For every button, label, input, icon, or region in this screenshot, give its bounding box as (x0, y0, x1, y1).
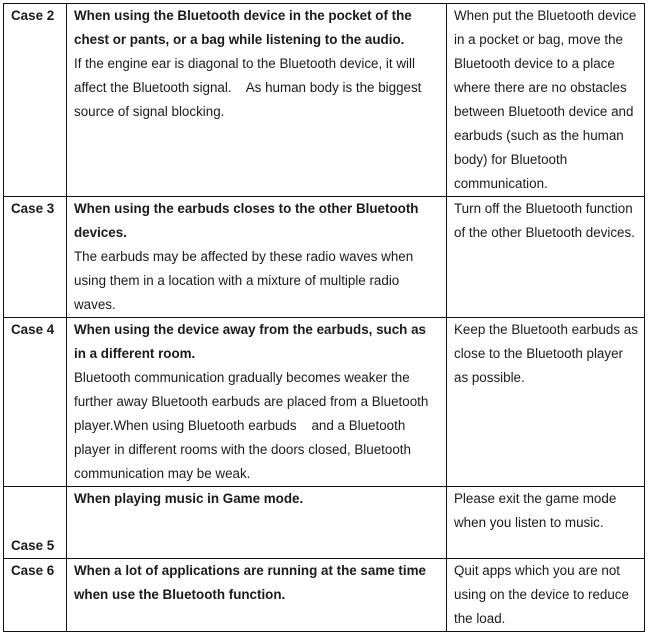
case-title: When using the device away from the earbuds, such as in a different room. (74, 322, 426, 361)
case-title: When using the Bluetooth device in the pocket of the chest or pants, or a bag while listening to the audio. (74, 8, 412, 47)
case-solution: Please exit the game mode when you listen to music. (447, 487, 645, 559)
case-solution: When put the Bluetooth device in a pocket or bag, move the Bluetooth device to a place where there are no obstacles between Bluetooth device and earbuds (such as the human body) for Bluetooth communication. (447, 4, 645, 197)
case-description (67, 4, 447, 197)
case-solution: Turn off the Bluetooth function of the other Bluetooth devices. (447, 197, 645, 318)
troubleshooting-table (3, 3, 645, 632)
table-row (4, 318, 645, 487)
case-label: Case 6 (4, 559, 67, 632)
table-row (4, 4, 645, 197)
case-label: Case 3 (4, 197, 67, 318)
case-title: When a lot of applications are running at the same time when use the Bluetooth function. (74, 563, 426, 602)
case-description (67, 318, 447, 487)
case-description (67, 197, 447, 318)
case-label: Case 4 (4, 318, 67, 487)
case-description (67, 487, 447, 559)
case-solution: Quit apps which you are not using on the device to reduce the load. (447, 559, 645, 632)
table-row (4, 487, 645, 559)
table-row (4, 559, 645, 632)
case-body: The earbuds may be affected by these radio waves when using them in a location with a mixture of multiple radio waves. (74, 249, 417, 312)
case-body: Bluetooth communication gradually becomes weaker the further away Bluetooth earbuds are placed from a Bluetooth player.When using Bluetooth earbuds and a Bluetooth player in different rooms with the doors closed, Bluetooth communication may be weak. (74, 370, 433, 481)
case-solution: Keep the Bluetooth earbuds as close to the Bluetooth player as possible. (447, 318, 645, 487)
case-description (67, 559, 447, 632)
case-label: Case 5 (4, 487, 67, 559)
case-title: When playing music in Game mode. (74, 491, 304, 506)
case-label: Case 2 (4, 4, 67, 197)
case-body: If the engine ear is diagonal to the Bluetooth device, it will affect the Bluetooth signal. As human body is the biggest source of signal blocking. (74, 56, 426, 119)
case-title: When using the earbuds closes to the other Bluetooth devices. (74, 201, 419, 240)
table-row (4, 197, 645, 318)
